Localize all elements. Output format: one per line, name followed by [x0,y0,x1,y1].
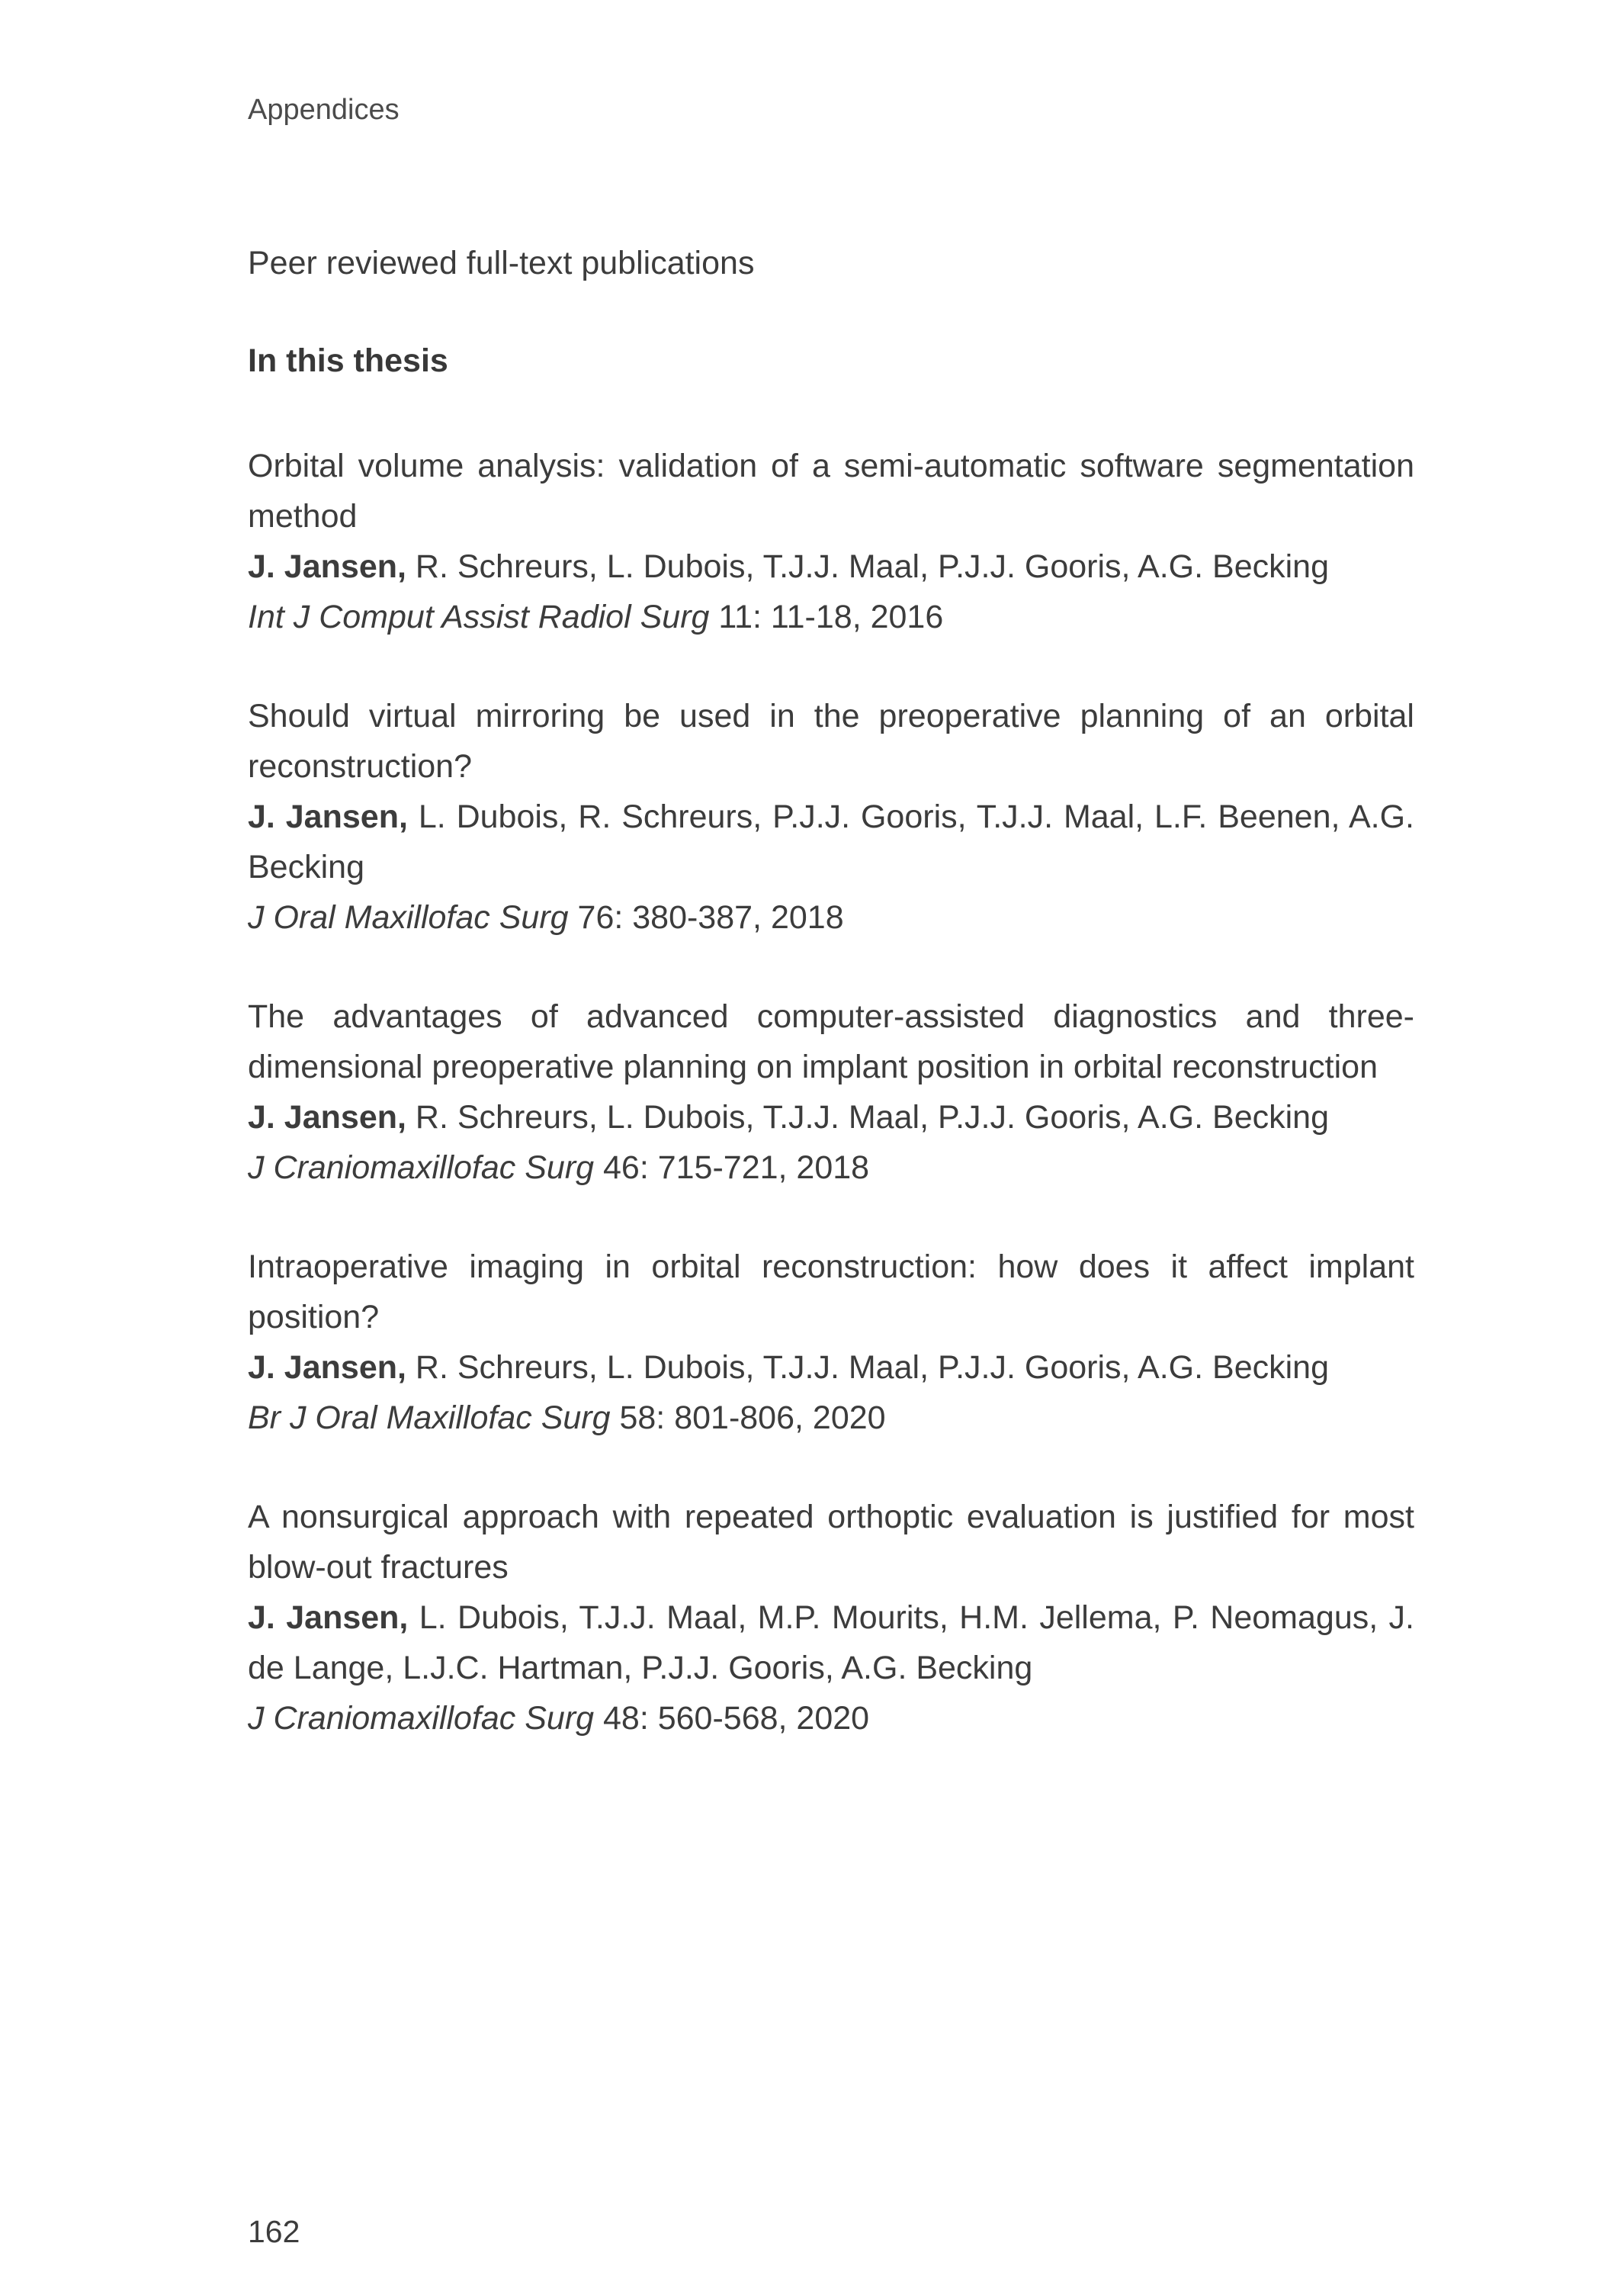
citation-detail: 11: 11-18, 2016 [709,599,944,635]
publication-list [248,441,1414,1743]
journal-name: Br J Oral Maxillofac Surg [248,1399,611,1436]
author-lead: J. Jansen, [248,548,406,585]
publication-authors [248,1092,1414,1142]
journal-name: Int J Comput Assist Radiol Surg [248,599,710,635]
journal-name: J Craniomaxillofac Surg [248,1149,595,1186]
publication-citation [248,592,1414,642]
text-block [248,0,1414,1792]
journal-name: J Craniomaxillofac Surg [248,1700,595,1737]
authors-rest: L. Dubois, T.J.J. Maal, M.P. Mourits, H.M. Jellema, P. Neomagus, J. de Lange, L.J.C. Hartman, P.J.J. Gooris, A.G. Becking [248,1599,1415,1686]
publication-title: Intraoperative imaging in orbital reconstruction: how does it affect implant position? [248,1248,1414,1335]
publication-entry [248,691,1414,943]
citation-detail: 76: 380-387, 2018 [568,899,844,936]
journal-name: J Oral Maxillofac Surg [248,899,569,936]
citation-detail: 58: 801-806, 2020 [610,1399,886,1436]
author-lead: J. Jansen, [248,799,408,835]
publication-citation [248,892,1414,943]
page-number: 162 [248,2214,300,2249]
authors-rest: L. Dubois, R. Schreurs, P.J.J. Gooris, T.J.J. Maal, L.F. Beenen, A.G. Becking [248,799,1414,885]
authors-rest: R. Schreurs, L. Dubois, T.J.J. Maal, P.J.J. Gooris, A.G. Becking [406,1099,1329,1136]
citation-detail: 48: 560-568, 2020 [594,1700,870,1737]
publication-authors [248,792,1414,892]
section-heading: In this thesis [248,342,448,379]
author-lead: J. Jansen, [248,1599,409,1636]
publication-citation [248,1393,1414,1443]
author-lead: J. Jansen, [248,1349,406,1386]
publication-citation [248,1693,1414,1743]
authors-rest: R. Schreurs, L. Dubois, T.J.J. Maal, P.J.J. Gooris, A.G. Becking [406,548,1329,585]
publication-authors [248,1592,1414,1693]
author-lead: J. Jansen, [248,1099,406,1136]
publication-title: Orbital volume analysis: validation of a semi-automatic software segmentation method [248,448,1414,535]
publication-title: A nonsurgical approach with repeated orthoptic evaluation is justified for most blow-out fractures [248,1499,1414,1586]
citation-detail: 46: 715-721, 2018 [594,1149,870,1186]
publication-entry [248,991,1414,1193]
running-header: Appendices [248,94,400,126]
authors-rest: R. Schreurs, L. Dubois, T.J.J. Maal, P.J.J. Gooris, A.G. Becking [406,1349,1329,1386]
publication-entry [248,1492,1414,1743]
publication-title: Should virtual mirroring be used in the preoperative planning of an orbital reconstruction? [248,698,1414,785]
publication-entry [248,1242,1414,1443]
publication-entry [248,441,1414,642]
publication-title: The advantages of advanced computer-assisted diagnostics and three-dimensional preoperative planning on implant position in orbital reconstruction [248,998,1414,1085]
publication-authors [248,1342,1414,1393]
publication-citation [248,1142,1414,1193]
intro-text: Peer reviewed full-text publications [248,245,755,281]
publication-authors [248,541,1414,592]
